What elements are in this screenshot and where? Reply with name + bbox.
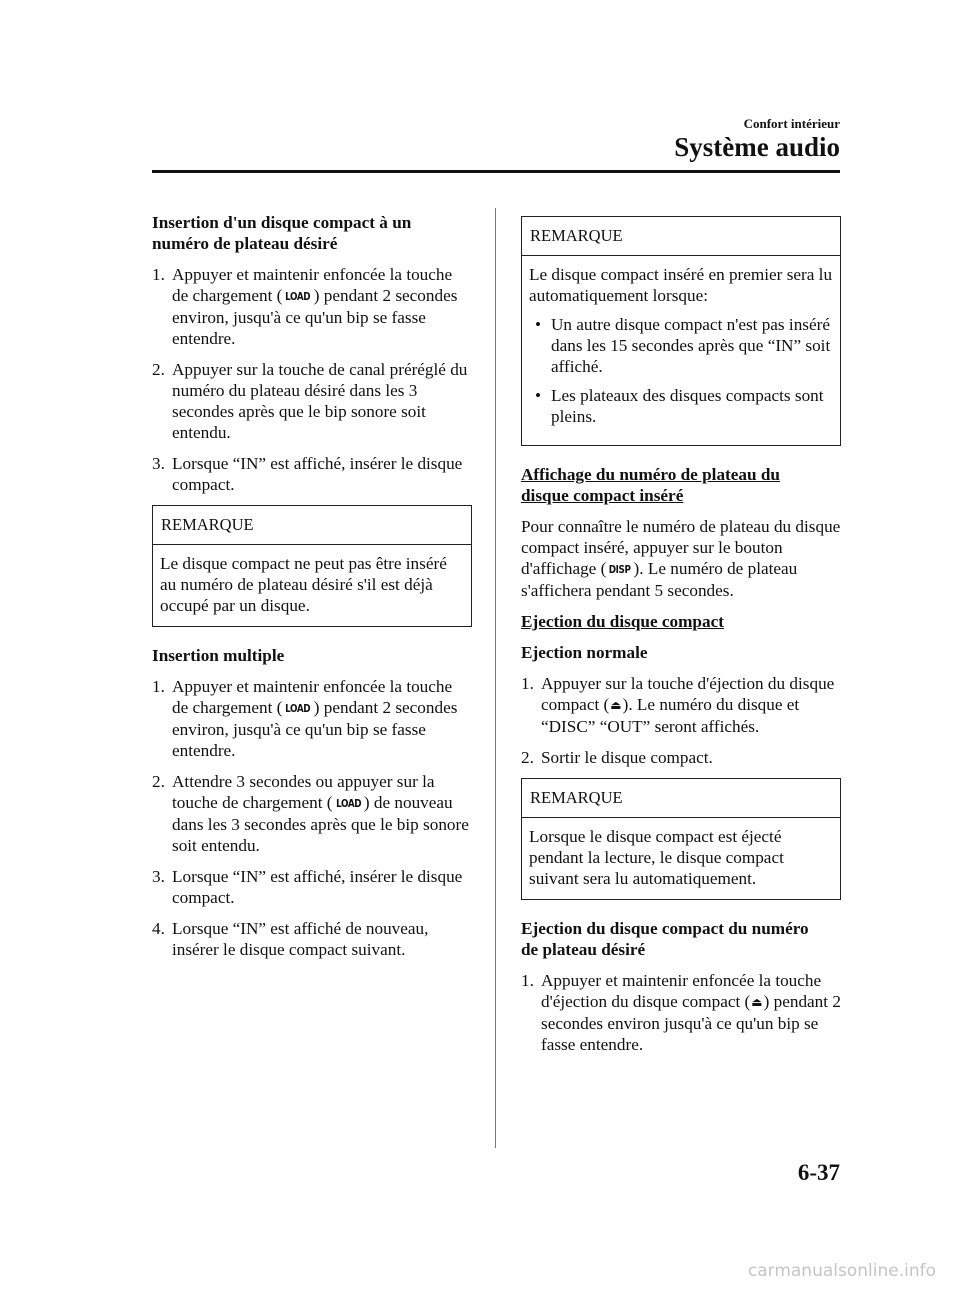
load-icon: LOAD (335, 797, 361, 810)
para-text: Pour connaître le numéro de plateau du disque compact inséré, appuyer sur le bouton d'affichage ( (521, 517, 841, 578)
heading-tray-display (521, 464, 841, 506)
step-text: Appuyer sur la touche d'éjection du disque compact ( (541, 674, 835, 714)
bullet-icon: • (535, 386, 542, 405)
note-title: REMARQUE (522, 779, 840, 818)
left-column (152, 212, 472, 970)
page-number: 6-37 (797, 1160, 840, 1185)
step-text: ) pendant 2 secondes environ, jusqu'à ce qu'un bip se fasse entendre. (172, 286, 458, 348)
paragraph-tray-display (521, 516, 841, 601)
page-title: Système audio (674, 132, 840, 162)
step-text: Lorsque “IN” est affiché, insérer le disque compact. (172, 867, 463, 907)
heading-line: de plateau désiré (521, 940, 646, 959)
heading-normal-eject: Ejection normale (521, 643, 648, 662)
note-box (152, 505, 472, 627)
step-item (521, 747, 841, 768)
note-title: REMARQUE (522, 217, 840, 256)
note-box (521, 778, 841, 900)
step-text: Appuyer et maintenir enfoncée la touche de chargement ( (172, 265, 453, 305)
step-item (152, 359, 472, 443)
step-number: 2. (152, 772, 165, 791)
step-item (521, 673, 841, 737)
step-number: 1. (152, 677, 165, 696)
step-item (152, 918, 472, 960)
heading-line: Insertion d'un disque compact à un (152, 213, 412, 232)
step-number: 1. (521, 674, 534, 693)
bullet-item (529, 314, 833, 377)
step-item (152, 771, 472, 856)
step-text: Lorsque “IN” est affiché de nouveau, insérer le disque compact suivant. (172, 919, 429, 959)
step-number: 1. (152, 265, 165, 284)
heading-eject-desired-tray (521, 918, 841, 960)
eject-icon: ⏏ (751, 995, 763, 1009)
para-text: ). Le numéro de plateau s'affichera pendant 5 secondes. (521, 559, 798, 600)
step-text: Sortir le disque compact. (541, 748, 713, 767)
step-text: Appuyer sur la touche de canal préréglé du numéro du plateau désiré dans les 3 secondes après que le bip sonore soit entendu. (172, 360, 468, 442)
column-divider (495, 208, 496, 1148)
heading-insertion-desired-tray (152, 212, 472, 254)
note-intro: Le disque compact inséré en premier sera lu automatiquement lorsque: (529, 265, 833, 305)
eject-icon: ⏏ (610, 698, 622, 712)
step-number: 2. (152, 360, 165, 379)
step-text: Appuyer et maintenir enfoncée la touche d'éjection du disque compact ( (541, 971, 822, 1011)
bullet-icon: • (535, 315, 542, 334)
bullet-text: Les plateaux des disques compacts sont pleins. (551, 386, 824, 426)
step-number: 3. (152, 867, 165, 886)
note-body: Le disque compact ne peut pas être inséré au numéro de plateau désiré s'il est déjà occupé par un disque. (160, 554, 447, 615)
step-number: 1. (521, 971, 534, 990)
step-number: 4. (152, 919, 165, 938)
watermark: carmanualsonline.info (747, 1261, 936, 1281)
disp-icon: DISP (609, 563, 631, 576)
heading-eject: Ejection du disque compact (521, 612, 724, 631)
heading-multiple-insertion: Insertion multiple (152, 646, 285, 665)
step-text: Appuyer et maintenir enfoncée la touche de chargement ( (172, 677, 453, 717)
step-text: ). Le numéro du disque et “DISC” “OUT” seront affichés. (541, 695, 800, 736)
section-label: Confort intérieur (743, 116, 840, 131)
step-item (152, 453, 472, 495)
heading-line: numéro de plateau désiré (152, 234, 338, 253)
load-icon: LOAD (285, 290, 311, 303)
step-text: ) pendant 2 secondes environ jusqu'à ce qu'un bip se fasse entendre. (541, 992, 841, 1054)
heading-line: disque compact inséré (521, 486, 684, 505)
step-text: ) de nouveau dans les 3 secondes après que le bip sonore soit entendu. (172, 793, 469, 855)
step-item (152, 866, 472, 908)
step-text: ) pendant 2 secondes environ, jusqu'à ce qu'un bip se fasse entendre. (172, 698, 458, 760)
note-body: Lorsque le disque compact est éjecté pendant la lecture, le disque compact suivant sera lu automatiquement. (529, 827, 784, 888)
note-box (521, 216, 841, 446)
step-item (521, 970, 841, 1055)
bullet-text: Un autre disque compact n'est pas inséré dans les 15 secondes après que “IN” soit affiché. (551, 315, 831, 376)
heading-line: Affichage du numéro de plateau du (521, 465, 780, 484)
note-body (522, 256, 840, 445)
step-number: 2. (521, 748, 534, 767)
heading-line: Ejection du disque compact du numéro (521, 919, 809, 938)
note-title: REMARQUE (153, 506, 471, 545)
header-rule (152, 170, 840, 173)
step-text: Lorsque “IN” est affiché, insérer le disque compact. (172, 454, 463, 494)
step-item (152, 676, 472, 761)
right-column (521, 212, 841, 1065)
step-text: Attendre 3 secondes ou appuyer sur la touche de chargement ( (172, 772, 435, 812)
step-item (152, 264, 472, 349)
load-icon: LOAD (285, 702, 311, 715)
step-number: 3. (152, 454, 165, 473)
bullet-item (529, 385, 833, 427)
